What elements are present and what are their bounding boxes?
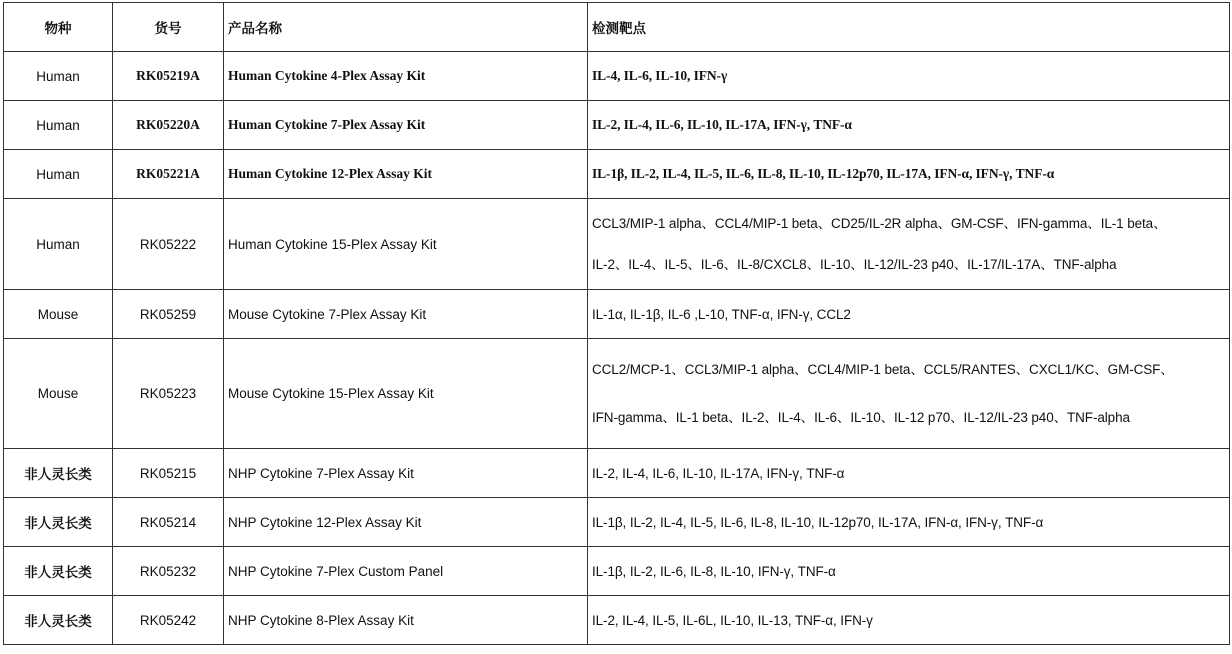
table-row (4, 199, 1230, 290)
catalog-cell: RK05242 (113, 596, 224, 645)
product-cell: NHP Cytokine 7-Plex Custom Panel (224, 547, 588, 596)
targets-line: CCL2/MCP-1、CCL3/MIP-1 alpha、CCL4/MIP-1 beta、CCL5/RANTES、CXCL1/KC、GM-CSF、 (592, 361, 1174, 377)
targets-cell (588, 339, 1230, 449)
species-cell: 非人灵长类 (4, 498, 113, 547)
species-cell: Human (4, 150, 113, 199)
table-row (4, 547, 1230, 596)
catalog-cell: RK05220A (113, 101, 224, 150)
header-row (4, 3, 1230, 52)
table-row (4, 498, 1230, 547)
header-product: 产品名称 (224, 3, 588, 52)
product-cell: Human Cytokine 12-Plex Assay Kit (224, 150, 588, 199)
table-row (4, 339, 1230, 449)
catalog-cell: RK05222 (113, 199, 224, 290)
product-cell: Human Cytokine 4-Plex Assay Kit (224, 52, 588, 101)
targets-cell: IL-1β, IL-2, IL-6, IL-8, IL-10, IFN-γ, TNF-α (588, 547, 1230, 596)
catalog-cell: RK05223 (113, 339, 224, 449)
species-cell: 非人灵长类 (4, 596, 113, 645)
table-row (4, 449, 1230, 498)
table-row (4, 150, 1230, 199)
product-table (3, 2, 1230, 645)
product-cell: NHP Cytokine 8-Plex Assay Kit (224, 596, 588, 645)
targets-cell: IL-1β, IL-2, IL-4, IL-5, IL-6, IL-8, IL-10, IL-12p70, IL-17A, IFN-α, IFN-γ, TNF-α (588, 150, 1230, 199)
species-cell: Mouse (4, 339, 113, 449)
header-species: 物种 (4, 3, 113, 52)
species-cell: Human (4, 101, 113, 150)
species-cell: 非人灵长类 (4, 547, 113, 596)
targets-cell (588, 199, 1230, 290)
product-cell: Human Cytokine 15-Plex Assay Kit (224, 199, 588, 290)
header-catalog: 货号 (113, 3, 224, 52)
species-cell: Mouse (4, 290, 113, 339)
species-cell: Human (4, 52, 113, 101)
table-row (4, 596, 1230, 645)
targets-line: CCL3/MIP-1 alpha、CCL4/MIP-1 beta、CD25/IL-2R alpha、GM-CSF、IFN-gamma、IL-1 beta、 (592, 216, 1167, 231)
targets-cell: IL-1α, IL-1β, IL-6 ,L-10, TNF-α, IFN-γ, CCL2 (588, 290, 1230, 339)
species-cell: Human (4, 199, 113, 290)
product-cell: Mouse Cytokine 15-Plex Assay Kit (224, 339, 588, 449)
targets-line: IFN-gamma、IL-1 beta、IL-2、IL-4、IL-6、IL-10、IL-12 p70、IL-12/IL-23 p40、TNF-alpha (592, 409, 1130, 425)
targets-cell: IL-2, IL-4, IL-6, IL-10, IL-17A, IFN-γ, TNF-α (588, 449, 1230, 498)
product-cell: Mouse Cytokine 7-Plex Assay Kit (224, 290, 588, 339)
table-row (4, 52, 1230, 101)
product-cell: NHP Cytokine 12-Plex Assay Kit (224, 498, 588, 547)
catalog-cell: RK05215 (113, 449, 224, 498)
targets-cell: IL-1β, IL-2, IL-4, IL-5, IL-6, IL-8, IL-10, IL-12p70, IL-17A, IFN-α, IFN-γ, TNF-α (588, 498, 1230, 547)
catalog-cell: RK05221A (113, 150, 224, 199)
table-row (4, 101, 1230, 150)
product-cell: Human Cytokine 7-Plex Assay Kit (224, 101, 588, 150)
catalog-cell: RK05259 (113, 290, 224, 339)
table-row (4, 290, 1230, 339)
targets-line: IL-2、IL-4、IL-5、IL-6、IL-8/CXCL8、IL-10、IL-12/IL-23 p40、IL-17/IL-17A、TNF-alpha (592, 257, 1117, 272)
targets-cell: IL-2, IL-4, IL-6, IL-10, IL-17A, IFN-γ, TNF-α (588, 101, 1230, 150)
targets-cell: IL-2, IL-4, IL-5, IL-6L, IL-10, IL-13, TNF-α, IFN-γ (588, 596, 1230, 645)
catalog-cell: RK05232 (113, 547, 224, 596)
species-cell: 非人灵长类 (4, 449, 113, 498)
targets-cell: IL-4, IL-6, IL-10, IFN-γ (588, 52, 1230, 101)
product-cell: NHP Cytokine 7-Plex Assay Kit (224, 449, 588, 498)
catalog-cell: RK05219A (113, 52, 224, 101)
header-targets: 检测靶点 (588, 3, 1230, 52)
catalog-cell: RK05214 (113, 498, 224, 547)
